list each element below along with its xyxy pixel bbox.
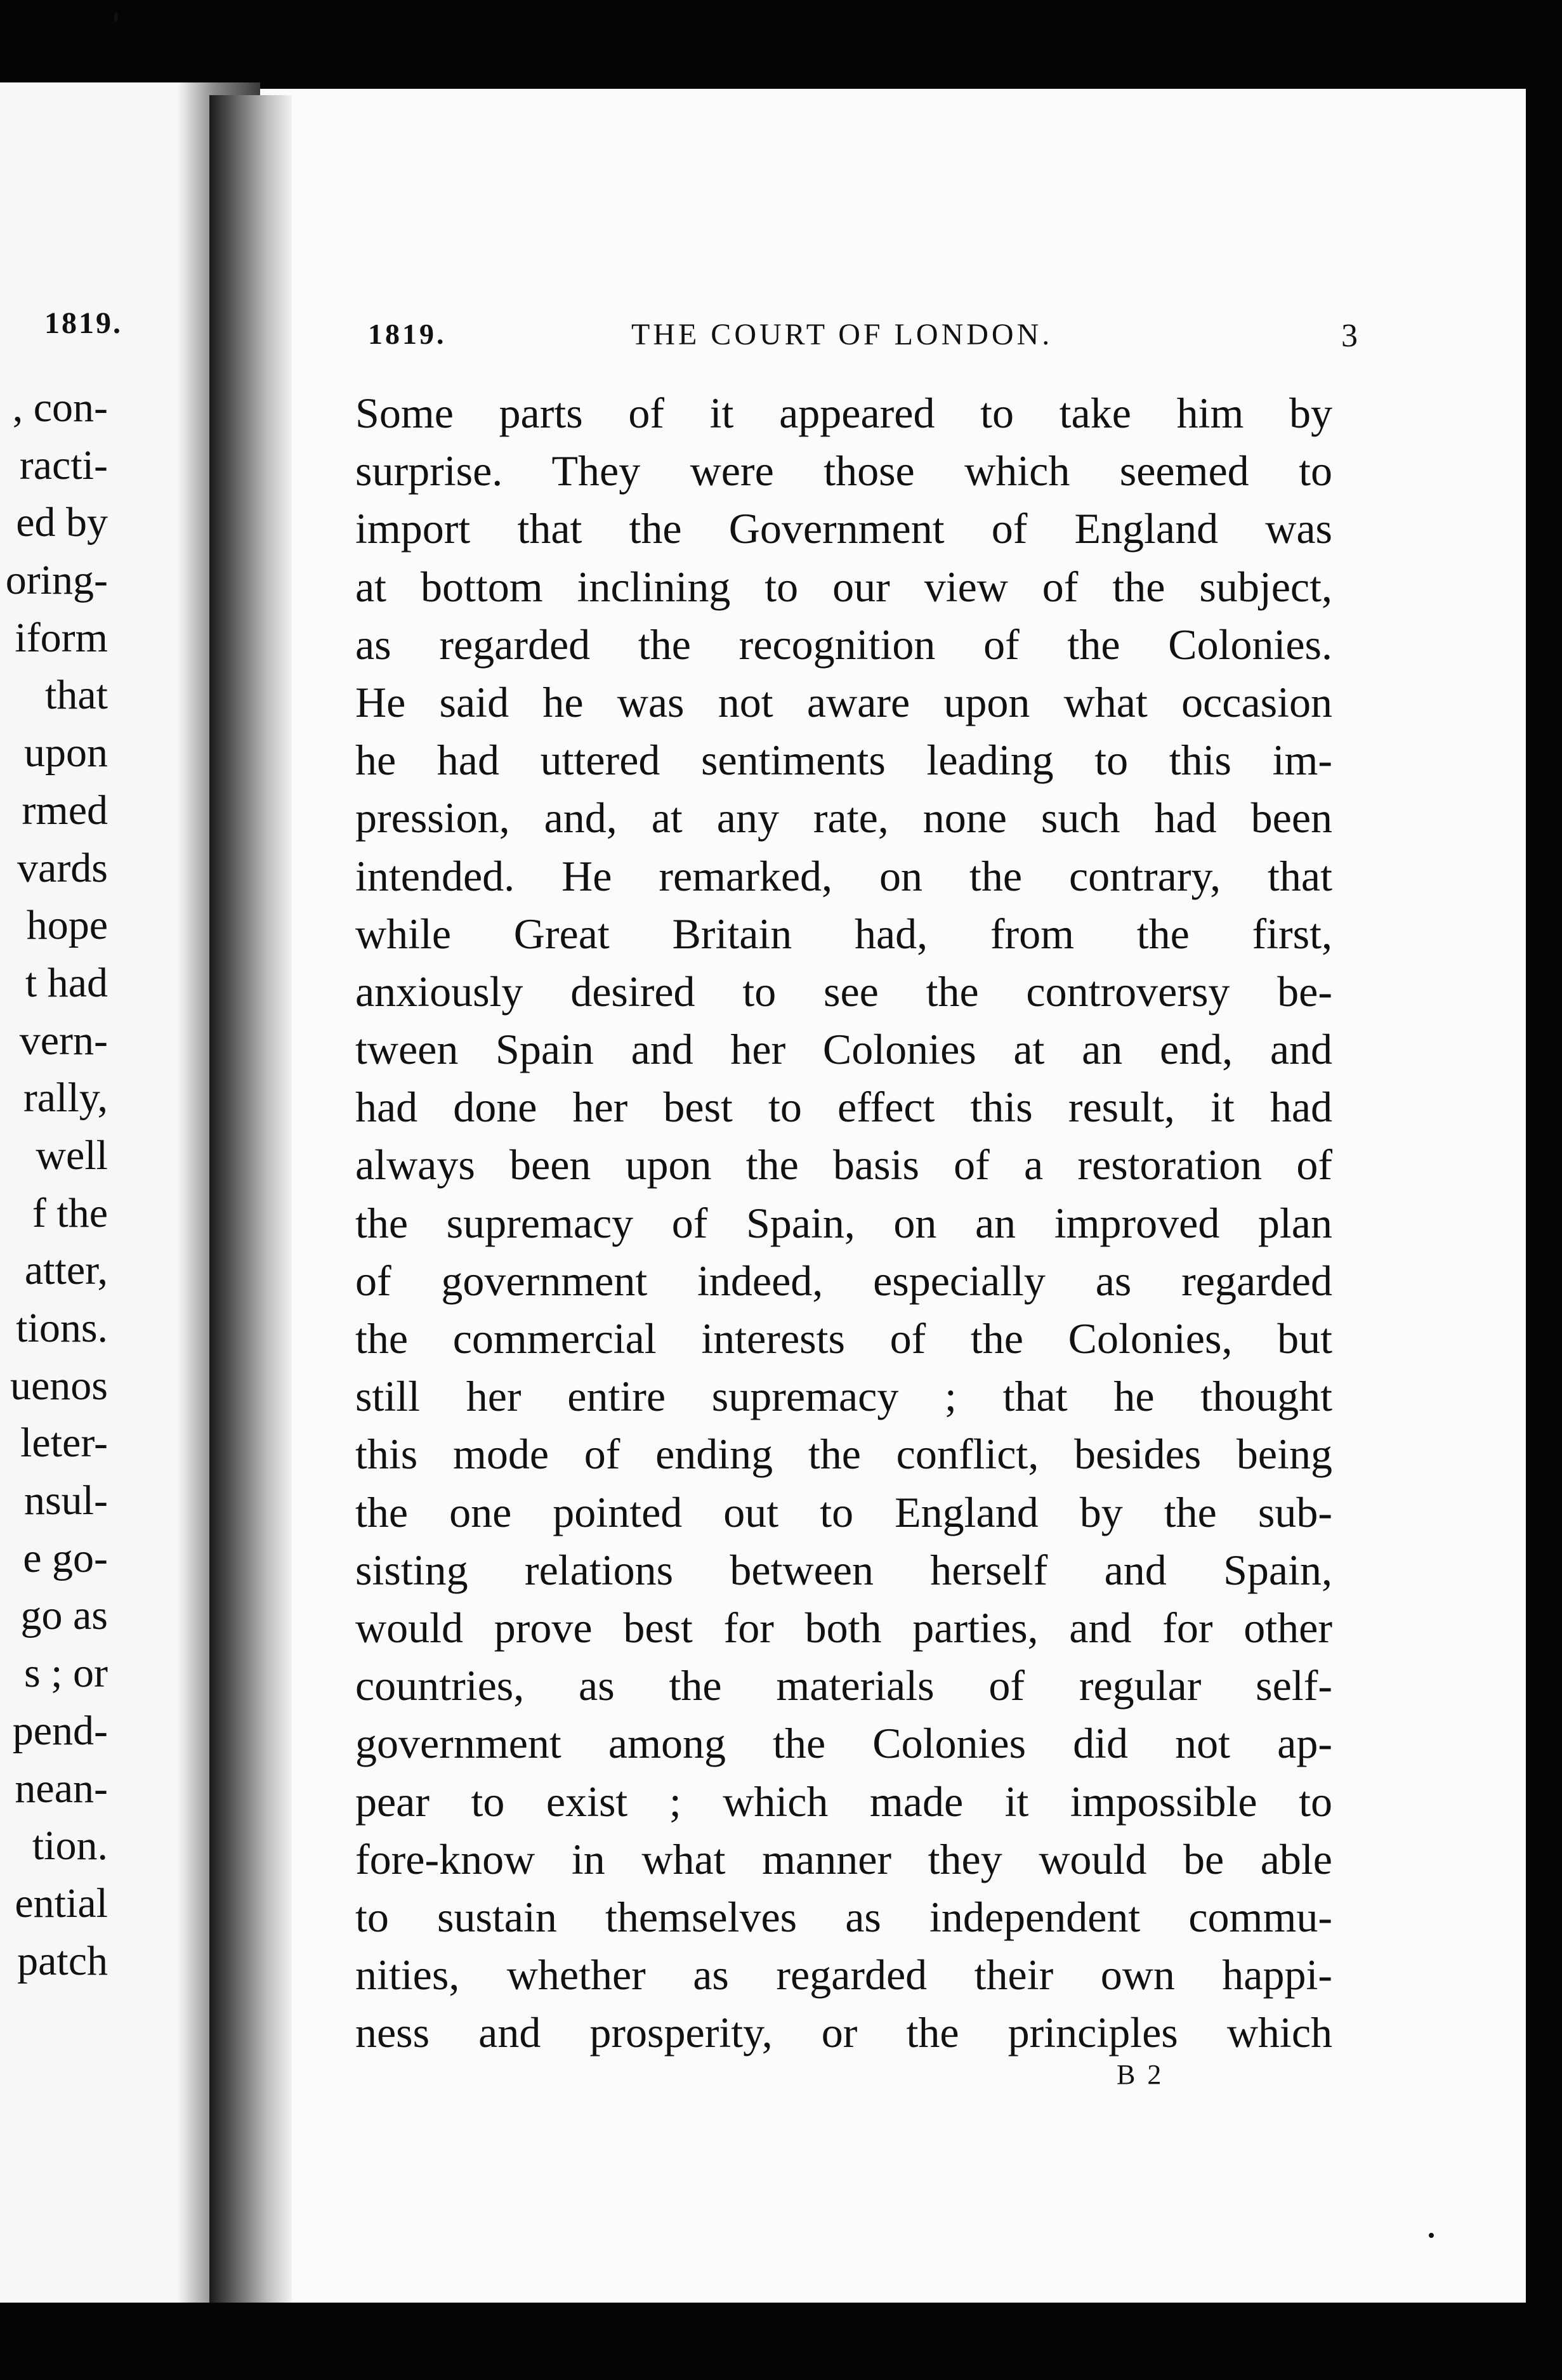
left-page-line: rmed [22, 787, 108, 834]
left-page-line: vern- [19, 1017, 108, 1064]
left-page-line: go as [20, 1592, 108, 1639]
book-gutter-shadow [209, 95, 292, 2303]
body-line: the commercial interests of the Colonies, but [355, 1314, 1332, 1363]
left-page-line: ential [15, 1880, 108, 1926]
body-line: of government indeed, especially as regarded [355, 1256, 1332, 1305]
left-page-line: oring- [5, 557, 108, 604]
body-line: always been upon the basis of a restoration of [355, 1141, 1332, 1189]
left-page-line: nsul- [24, 1477, 108, 1524]
body-line: He said he was not aware upon what occasion [355, 677, 1332, 726]
body-line: countries, as the materials of regular self- [355, 1661, 1332, 1710]
body-line: ness and prosperity, or the principles which [355, 2008, 1332, 2057]
left-page-line: hope [26, 902, 108, 949]
left-page-line: nean- [15, 1765, 108, 1812]
left-page-line: rally, [23, 1075, 108, 1121]
left-page-line: upon [24, 729, 108, 776]
body-text [355, 384, 1332, 2062]
left-page-line: tion. [32, 1822, 108, 1869]
body-line: at bottom inclining to our view of the subject, [355, 562, 1332, 611]
left-page-line: tions. [16, 1305, 108, 1351]
left-page-line: ed by [16, 499, 108, 546]
left-page-line: atter, [24, 1247, 108, 1294]
left-page-line: uenos [10, 1362, 108, 1409]
left-page-line: iform [15, 614, 108, 661]
body-line: anxiously desired to see the controversy be- [355, 967, 1332, 1016]
left-page-line: vards [17, 844, 108, 891]
left-page-line: , con- [12, 384, 108, 431]
left-page-line: s ; or [24, 1650, 108, 1697]
body-line: pear to exist ; which made it impossible to [355, 1777, 1332, 1826]
body-line: while Great Britain had, from the first, [355, 909, 1332, 958]
body-line: the one pointed out to England by the sub- [355, 1488, 1332, 1536]
header-title: THE COURT OF LONDON. [631, 318, 1053, 351]
left-page-line: well [36, 1132, 108, 1179]
left-page-line: t had [25, 959, 108, 1006]
left-page-line: f the [32, 1189, 108, 1236]
body-line: intended. He remarked, on the contrary, that [355, 851, 1332, 900]
printer-signature-mark: B 2 [1117, 2059, 1164, 2090]
body-line: import that the Government of England was [355, 504, 1332, 553]
body-line: tween Spain and her Colonies at an end, and [355, 1025, 1332, 1074]
body-line: Some parts of it appeared to take him by [355, 389, 1332, 437]
body-line: fore-know in what manner they would be able [355, 1834, 1332, 1883]
left-page-line: pend- [12, 1707, 108, 1754]
scan-speck [1429, 2233, 1434, 2238]
body-line: this mode of ending the conflict, besides being [355, 1430, 1332, 1479]
left-page-line: e go- [23, 1534, 108, 1581]
page-number: 3 [1341, 318, 1358, 354]
body-line: he had uttered sentiments leading to this im- [355, 736, 1332, 785]
body-line: the supremacy of Spain, on an improved plan [355, 1198, 1332, 1247]
body-line: as regarded the recognition of the Colonies. [355, 620, 1332, 669]
left-page-line: that [45, 672, 108, 719]
header-year: 1819. [368, 318, 447, 350]
left-page-line: leter- [20, 1420, 108, 1467]
body-line: to sustain themselves as independent commu- [355, 1892, 1332, 1941]
body-line: still her entire supremacy ; that he thought [355, 1372, 1332, 1421]
left-page-line: racti- [19, 441, 108, 488]
body-line: sisting relations between herself and Spain, [355, 1545, 1332, 1594]
left-page-header-year: 1819. [44, 306, 122, 340]
body-line: pression, and, at any rate, none such had been [355, 794, 1332, 842]
left-page-line: patch [17, 1937, 108, 1984]
scan-speck [114, 13, 118, 22]
body-line: had done her best to effect this result, it had [355, 1083, 1332, 1132]
body-line: would prove best for both parties, and for other [355, 1603, 1332, 1652]
left-page-text-fragments [0, 379, 108, 1990]
running-header [368, 317, 1358, 362]
body-line: nities, whether as regarded their own happi- [355, 1951, 1332, 1999]
body-line: surprise. They were those which seemed to [355, 447, 1332, 495]
body-line: government among the Colonies did not ap- [355, 1719, 1332, 1768]
